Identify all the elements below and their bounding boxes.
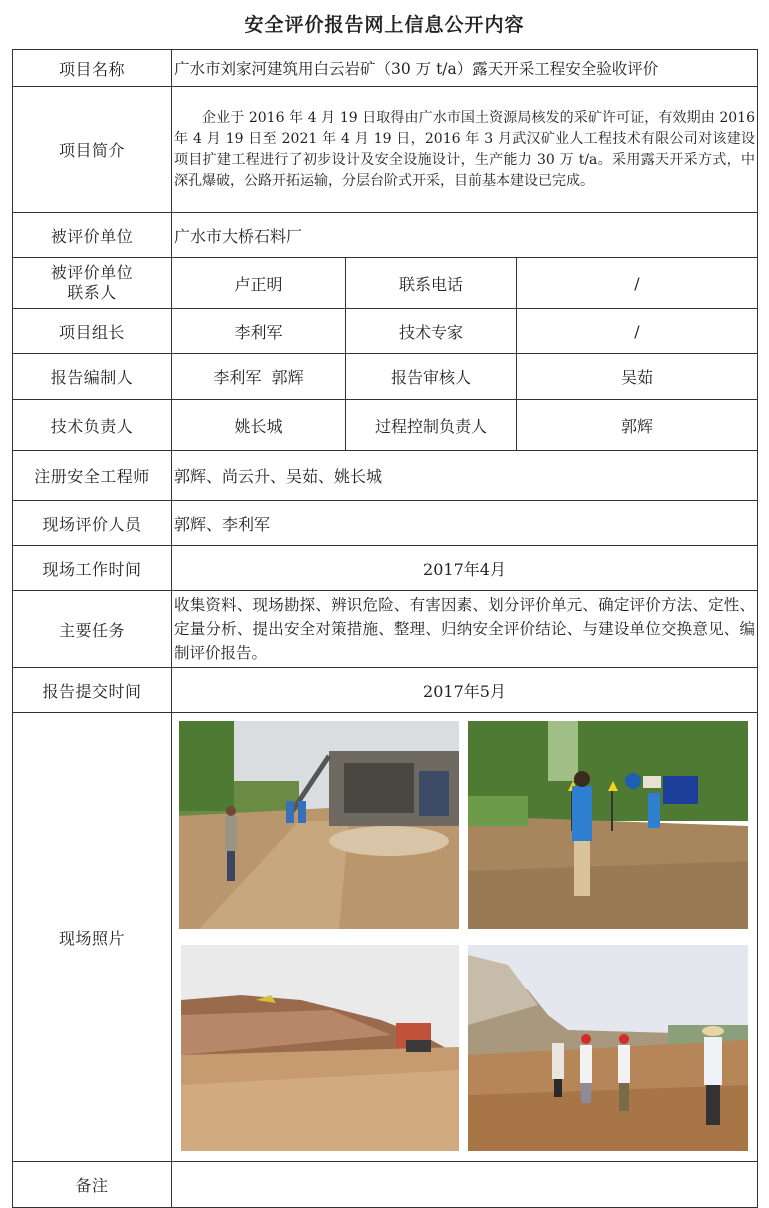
info-table (12, 49, 758, 1208)
row-tech-lead (13, 400, 758, 451)
row-leader (13, 309, 758, 354)
row-engineers (13, 451, 758, 501)
contact-label-line1: 被评价单位 (50, 263, 134, 282)
row-compiler (13, 354, 758, 400)
row-contact (13, 258, 758, 309)
evaluated-unit-label: 被评价单位 (13, 213, 172, 258)
reviewer-value: 吴茹 (517, 354, 758, 400)
site-time-value: 2017年4月 (172, 546, 758, 591)
evaluated-unit-value: 广水市大桥石料厂 (172, 213, 758, 258)
engineers-value: 郭辉、尚云升、吴茹、姚长城 (172, 451, 758, 501)
row-site-time (13, 546, 758, 591)
row-submit-time (13, 668, 758, 713)
phone-value: / (517, 258, 758, 309)
site-staff-label: 现场评价人员 (13, 501, 172, 546)
project-intro-label: 项目简介 (13, 87, 172, 213)
expert-value: / (517, 309, 758, 354)
contact-label-line2: 联系人 (67, 283, 117, 302)
project-intro-value: 企业于 2016 年 4 月 19 日取得由广水市国土资源局核发的采矿许可证，有效期由 2016 年 4 月 19 日至 2021 年 4 月 19 日，2016 年 3 月武汉矿业人工程技术有限公司对该建设项目扩建工程进行了初步设计及安全设施设计，生产能力 30 万 t/a。采用露天开采方式，中深孔爆破，公路开拓运输，分层台阶式开采，目前基本建设已完成。 (172, 87, 758, 213)
process-label: 过程控制负责人 (346, 400, 517, 451)
compiler-value: 李利军 郭辉 (172, 354, 346, 400)
row-evaluated-unit (13, 213, 758, 258)
site-photo-crusher (179, 721, 459, 929)
page-title: 安全评价报告网上信息公开内容 (244, 14, 525, 36)
submit-time-label: 报告提交时间 (13, 668, 172, 713)
row-site-staff (13, 501, 758, 546)
tasks-label: 主要任务 (13, 591, 172, 668)
photos-label: 现场照片 (13, 713, 172, 1162)
submit-time-value: 2017年5月 (172, 668, 758, 713)
process-value: 郭辉 (517, 400, 758, 451)
contact-value: 卢正明 (172, 258, 346, 309)
reviewer-label: 报告审核人 (346, 354, 517, 400)
site-time-label: 现场工作时间 (13, 546, 172, 591)
row-tasks (13, 591, 758, 668)
tech-lead-label: 技术负责人 (13, 400, 172, 451)
photos-cell (172, 713, 758, 1162)
expert-label: 技术专家 (346, 309, 517, 354)
project-name-label: 项目名称 (13, 50, 172, 87)
engineers-label: 注册安全工程师 (13, 451, 172, 501)
row-project-name (13, 50, 758, 87)
tech-lead-value: 姚长城 (172, 400, 346, 451)
site-staff-value: 郭辉、李利军 (172, 501, 758, 546)
remarks-label: 备注 (13, 1162, 172, 1208)
compiler-label: 报告编制人 (13, 354, 172, 400)
row-project-intro (13, 87, 758, 213)
leader-value: 李利军 (172, 309, 346, 354)
photo-grid (172, 713, 757, 1161)
site-photo-workers (468, 945, 748, 1151)
phone-label: 联系电话 (346, 258, 517, 309)
project-name-value: 广水市刘家河建筑用白云岩矿（30 万 t/a）露天开采工程安全验收评价 (172, 50, 758, 87)
row-remarks (13, 1162, 758, 1208)
row-photos (13, 713, 758, 1162)
contact-label (13, 258, 172, 309)
site-photo-signs (468, 721, 748, 929)
site-photo-quarry-road (181, 945, 459, 1151)
leader-label: 项目组长 (13, 309, 172, 354)
remarks-value (172, 1162, 758, 1208)
tasks-value: 收集资料、现场勘探、辨识危险、有害因素、划分评价单元、确定评价方法、定性、定量分析、提出安全对策措施、整理、归纳安全评价结论、与建设单位交换意见、编制评价报告。 (172, 591, 758, 668)
